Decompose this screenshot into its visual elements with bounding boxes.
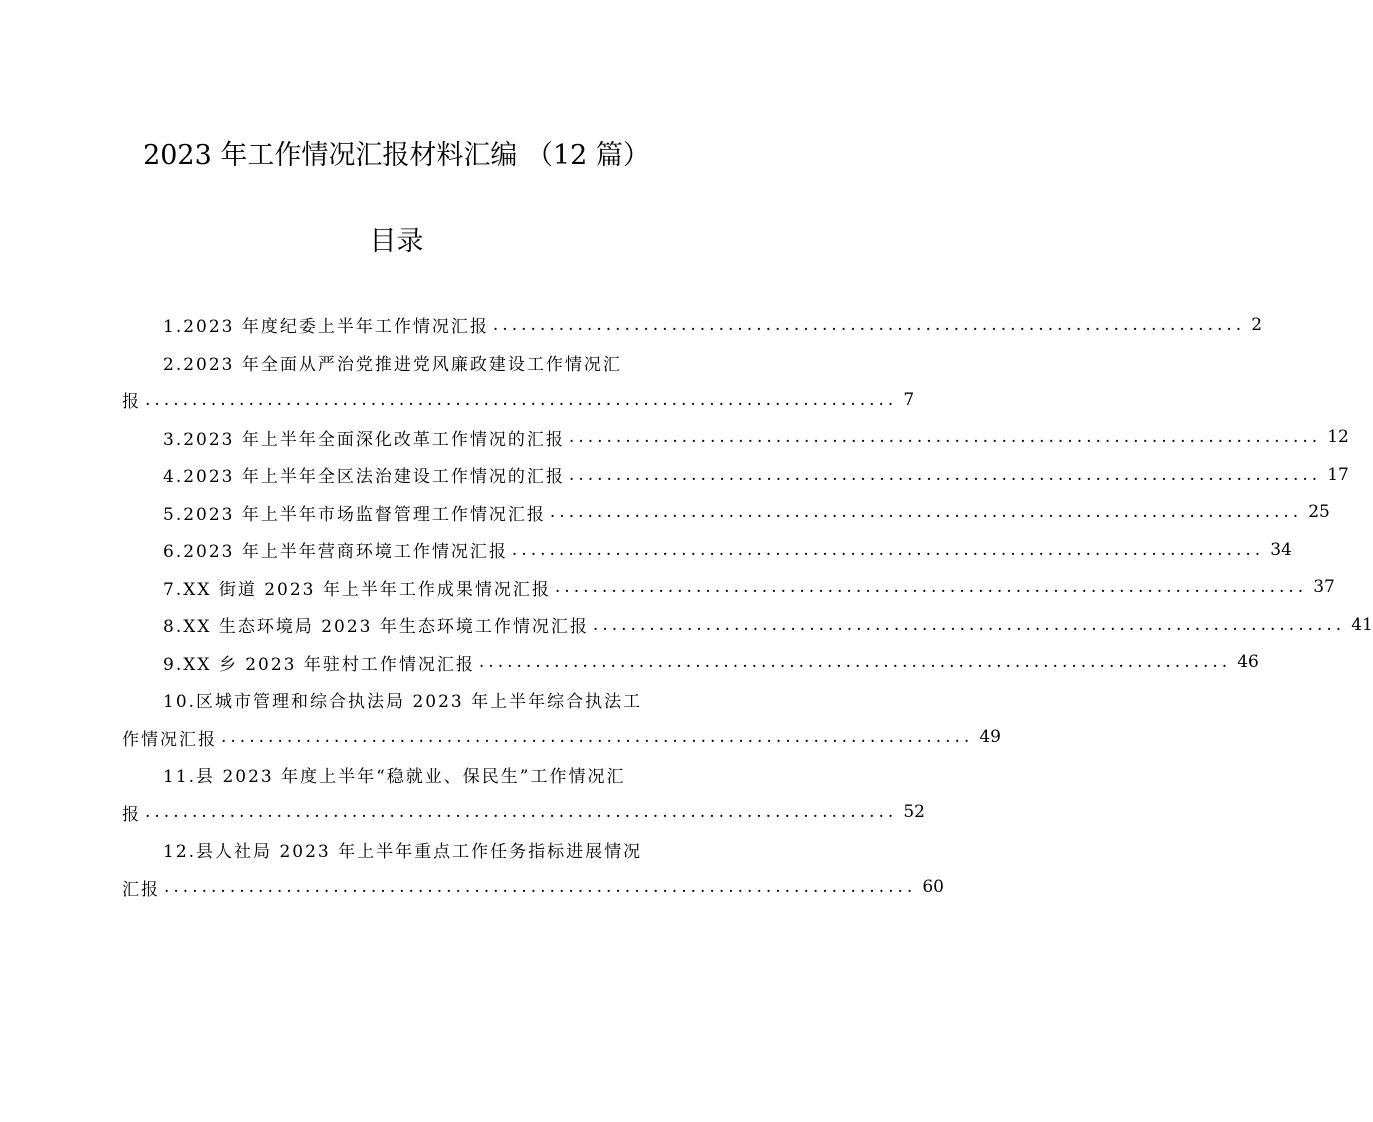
- toc-entry-title: 10.区城市管理和综合执法局 2023 年上半年综合执法工: [163, 692, 643, 713]
- toc-entry-title: 2.2023 年全面从严治党推进党风廉政建设工作情况汇: [163, 354, 622, 375]
- dot-leader: ................................................................................: [478, 652, 1232, 673]
- dot-leader: ................................................................................: [492, 314, 1246, 335]
- toc-entry[interactable]: [122, 419, 1349, 457]
- toc-entry-title: 12.县人社局 2023 年上半年重点工作任务指标进展情况: [163, 842, 643, 863]
- toc-entry-title: 7.XX 街道 2023 年上半年工作成果情况汇报: [163, 579, 551, 600]
- dot-leader: ................................................................................: [549, 502, 1303, 523]
- toc-entry[interactable]: [122, 831, 944, 906]
- toc-entry-page: 2: [1251, 314, 1263, 335]
- toc-entry[interactable]: [122, 306, 1263, 344]
- dot-leader: ................................................................................: [568, 464, 1322, 485]
- toc-entry[interactable]: [122, 644, 1259, 682]
- toc-entry-page: 37: [1313, 577, 1335, 598]
- toc-entry-page: 46: [1237, 652, 1259, 673]
- toc-entry-title: 9.XX 乡 2023 年驻村工作情况汇报: [163, 654, 475, 675]
- toc-entry-title-continued: 报: [122, 392, 141, 413]
- toc-heading: 目录: [369, 226, 424, 257]
- dot-leader: ................................................................................: [568, 427, 1322, 448]
- toc-entry[interactable]: [122, 456, 1349, 494]
- table-of-contents: [122, 306, 1373, 906]
- toc-entry-title: 11.县 2023 年度上半年“稳就业、保民生”工作情况汇: [163, 767, 626, 788]
- dot-leader: ................................................................................: [554, 577, 1308, 598]
- toc-entry-title: 3.2023 年上半年全面深化改革工作情况的汇报: [163, 429, 565, 450]
- toc-entry-title-continued: 汇报: [122, 879, 160, 900]
- toc-entry-page: 49: [979, 727, 1001, 748]
- toc-entry[interactable]: [122, 569, 1335, 607]
- dot-leader: ................................................................................: [511, 539, 1265, 560]
- toc-entry-title-continued: 作情况汇报: [122, 729, 217, 750]
- toc-entry-page: 52: [903, 802, 925, 823]
- document-title: 2023 年工作情况汇报材料汇编 （12 篇）: [143, 140, 650, 171]
- toc-entry-page: 12: [1327, 427, 1349, 448]
- toc-entry-title: 1.2023 年度纪委上半年工作情况汇报: [163, 317, 489, 338]
- toc-entry[interactable]: [122, 756, 925, 831]
- toc-entry-page: 34: [1270, 539, 1292, 560]
- toc-entry-title: 4.2023 年上半年全区法治建设工作情况的汇报: [163, 467, 565, 488]
- toc-entry[interactable]: [122, 531, 1292, 569]
- dot-leader: ................................................................................: [592, 614, 1346, 635]
- dot-leader: ................................................................................: [164, 877, 917, 898]
- toc-entry[interactable]: [122, 681, 1001, 756]
- toc-entry-page: 25: [1308, 502, 1330, 523]
- toc-entry-page: 7: [903, 389, 915, 410]
- toc-entry-page: 17: [1327, 464, 1349, 485]
- toc-entry[interactable]: [122, 606, 1373, 644]
- toc-entry-page: 41: [1351, 614, 1373, 635]
- dot-leader: ................................................................................: [145, 802, 898, 823]
- dot-leader: ................................................................................: [145, 389, 898, 410]
- dot-leader: ................................................................................: [221, 727, 974, 748]
- toc-entry-title: 6.2023 年上半年营商环境工作情况汇报: [163, 542, 508, 563]
- toc-entry-title: 8.XX 生态环境局 2023 年生态环境工作情况汇报: [163, 617, 589, 638]
- toc-entry[interactable]: [122, 494, 1330, 532]
- toc-entry-page: 60: [922, 877, 944, 898]
- toc-entry-title: 5.2023 年上半年市场监督管理工作情况汇报: [163, 504, 546, 525]
- toc-entry[interactable]: [122, 344, 915, 419]
- toc-entry-title-continued: 报: [122, 804, 141, 825]
